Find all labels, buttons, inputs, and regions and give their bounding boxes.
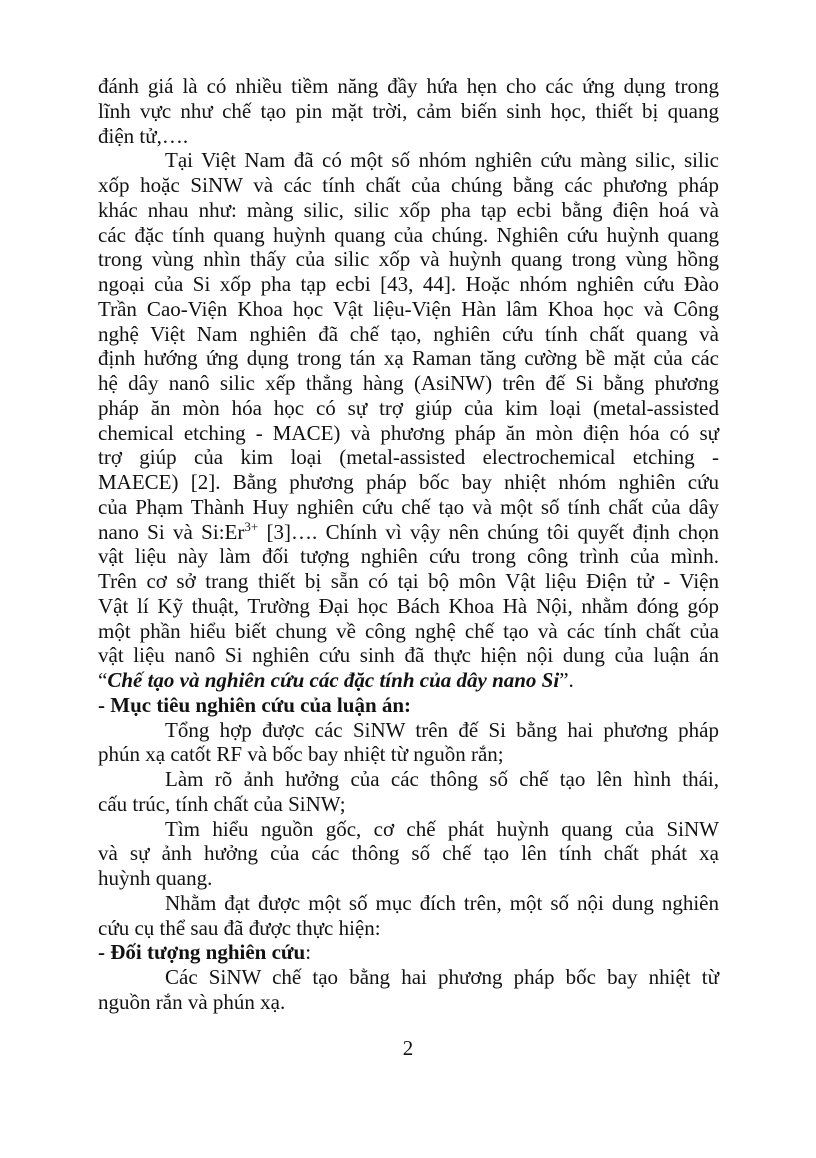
text-line: điện tử,…. [98,123,189,148]
text-line: hệ dây nanô silic xếp thẳng hàng (AsiNW) trên đế Si bằng phương [98,371,719,395]
text-line: Trần Cao-Viện Khoa học Vật liệu-Viện Hàn lâm Khoa học và Công [98,296,719,321]
text-line: nghệ Việt Nam nghiên đã chế tạo, nghiên cứu tính chất quang và [98,321,719,346]
text-line: trợ giúp của kim loại (metal-assisted electrochemical etching - [98,445,719,470]
text-line: nguồn rắn và phún xạ. [98,989,286,1014]
text-line: Làm rõ ảnh hưởng của các thông số chế tạo lên hình thái, [165,767,719,791]
text-line: xốp hoặc SiNW và các tính chất của chúng bằng các phương pháp [98,173,719,197]
text-line: trong vùng nhìn thấy của silic xốp và huỳnh quang trong vùng hồng [98,247,719,272]
text-line: nano Si và $Si:Er^{3+}$ [3]…. Chính vì vậy nên chúng tôi quyết định chọn [98,518,719,544]
text-line: vật liệu nanô Si nghiên cứu sinh đã thực hiện nội dung của luận án [98,643,719,668]
text-line: cấu trúc, tính chất của SiNW; [98,791,346,816]
text-line: Trên cơ sở trang thiết bị sẵn có tại bộ môn Vật liệu Điện tử - Viện [98,569,719,593]
text-line: “Chế tạo và nghiên cứu các đặc tính của dây nano Si”. [98,668,574,692]
text-line: MAECE) [2]. Bằng phương pháp bốc bay nhiệt nhóm nghiên cứu [98,470,719,494]
text-line: - Mục tiêu nghiên cứu của luận án: [98,692,412,717]
text-line: chemical etching - MACE) và phương pháp ăn mòn điện hóa có sự [98,420,719,445]
text-line: Các SiNW chế tạo bằng hai phương pháp bốc bay nhiệt từ [165,965,719,989]
text-line: và sự ảnh hưởng của các thông số chế tạo lên tính chất phát xạ [98,841,719,866]
text-line: vật liệu này làm đối tượng nghiên cứu trong công trình của mình. [98,544,719,569]
page-number: 2 [402,1036,414,1060]
text-line: Tại Việt Nam đã có một số nhóm nghiên cứu màng silic, silic [165,148,719,173]
text-line: Nhằm đạt được một số mục đích trên, một số nội dung nghiên [165,890,719,915]
text-line: phún xạ catốt RF và bốc bay nhiệt từ nguồn rắn; [98,742,504,767]
text-line: Tìm hiểu nguồn gốc, cơ chế phát huỳnh quang của SiNW [165,816,719,841]
text-line: lĩnh vực như chế tạo pin mặt trời, cảm biến sinh học, thiết bị quang [98,98,719,123]
document-text [98,74,719,1015]
text-line: cứu cụ thể sau đã được thực hiện: [98,915,381,940]
text-line: một phần hiểu biết chung về công nghệ chế tạo và các tính chất của [98,618,719,643]
text-line: pháp ăn mòn hóa học có sự trợ giúp của kim loại (metal-assisted [98,395,719,420]
text-line: - Đối tượng nghiên cứu: [98,940,312,965]
text-line: đánh giá là có nhiều tiềm năng đầy hứa hẹn cho các ứng dụng trong [98,74,719,98]
text-line: Vật lí Kỹ thuật, Trường Đại học Bách Khoa Hà Nội, nhằm đóng góp [98,593,719,618]
text-line: ngoại của Si xốp pha tạp ecbi [43, 44]. Hoặc nhóm nghiên cứu Đào [98,272,719,296]
text-line: của Phạm Thành Huy nghiên cứu chế tạo và một số tính chất của dây [98,494,719,519]
text-line: khác nhau như: màng silic, silic xốp pha tạp ecbi bằng điện hoá và [98,197,719,222]
text-line: Tổng hợp được các SiNW trên đế Si bằng hai phương pháp [165,717,719,742]
text-line: huỳnh quang. [98,866,213,890]
text-line: các đặc tính quang huỳnh quang của chúng. Nghiên cứu huỳnh quang [98,222,719,247]
text-line: định hướng ứng dụng trong tán xạ Raman tăng cường bề mặt của các [98,346,719,371]
